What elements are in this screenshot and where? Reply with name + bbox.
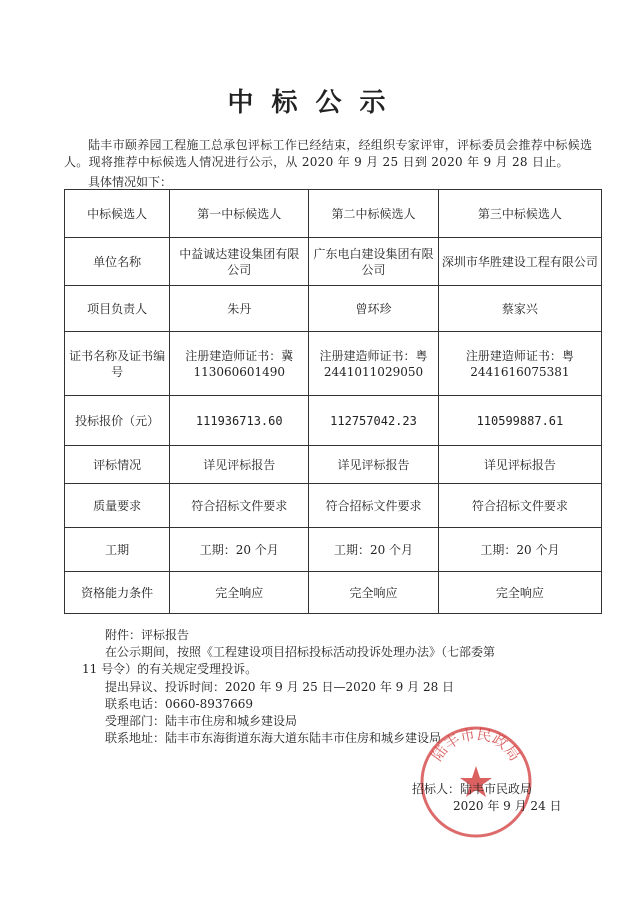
- table-cell: 符合招标文件要求: [309, 484, 439, 528]
- row-label: 资格能力条件: [65, 572, 170, 614]
- header-cell: 第三中标候选人: [438, 190, 601, 238]
- table-cell: 注册建造师证书：冀113060601490: [170, 332, 309, 396]
- row-label: 评标情况: [65, 446, 170, 484]
- header-cell: 第一中标候选人: [170, 190, 309, 238]
- row-label: 项目负责人: [65, 286, 170, 332]
- complaint-line: 在公示期间，按照《工程建设项目招标投标活动投诉处理办法》（七部委第: [105, 645, 496, 659]
- contact-phone: 联系电话：0660-8937669: [105, 697, 254, 711]
- table-header-row: [65, 190, 602, 238]
- row-label: 单位名称: [65, 238, 170, 286]
- receiving-department: 受理部门：陆丰市住房和城乡建设局: [105, 714, 298, 728]
- row-label: 证书名称及证书编号: [65, 332, 170, 396]
- table-row: [65, 572, 602, 614]
- table-cell: 中益诚达建设集团有限公司: [170, 238, 309, 286]
- table-cell: 112757042.23: [309, 396, 439, 446]
- table-cell: 注册建造师证书：粤2441616075381: [438, 332, 601, 396]
- signatory: 招标人：陆丰市民政局: [412, 782, 533, 796]
- table-row: [65, 446, 602, 484]
- header-cell: 第二中标候选人: [309, 190, 439, 238]
- table-row: [65, 238, 602, 286]
- table-row: [65, 286, 602, 332]
- table-row: [65, 332, 602, 396]
- table-cell: 110599887.61: [438, 396, 601, 446]
- contact-address: 联系地址：陆丰市东海街道东海大道东陆丰市住房和城乡建设局: [105, 731, 442, 745]
- table-row: [65, 484, 602, 528]
- table-cell: 详见评标报告: [309, 446, 439, 484]
- row-label: 工期: [65, 528, 170, 572]
- table-cell: 详见评标报告: [438, 446, 601, 484]
- table-cell: 完全响应: [438, 572, 601, 614]
- seal-text: 陆丰市民政局: [427, 725, 525, 765]
- table-cell: 注册建造师证书：粤2441011029050: [309, 332, 439, 396]
- table-cell: 曾环珍: [309, 286, 439, 332]
- table-cell: 深圳市华胜建设工程有限公司: [438, 238, 601, 286]
- table-cell: 工期：20 个月: [170, 528, 309, 572]
- bid-result-table: [64, 189, 602, 614]
- table-row: [65, 528, 602, 572]
- table-cell: 符合招标文件要求: [170, 484, 309, 528]
- table-cell: 111936713.60: [170, 396, 309, 446]
- complaint-line-2: 11 号令）的有关规定受理投诉。: [82, 662, 258, 676]
- svg-text:陆丰市民政局: [428, 725, 524, 764]
- table-cell: 广东电白建设集团有限公司: [309, 238, 439, 286]
- table-cell: 蔡家兴: [438, 286, 601, 332]
- table-cell: 朱丹: [170, 286, 309, 332]
- sign-date: 2020 年 9 月 24 日: [453, 799, 562, 813]
- row-label: 质量要求: [65, 484, 170, 528]
- table-cell: 完全响应: [170, 572, 309, 614]
- objection-time: 提出异议、投诉时间：2020 年 9 月 25 日—2020 年 9 月 28 日: [105, 680, 455, 694]
- details-label: 具体情况如下：: [88, 175, 173, 189]
- intro-paragraph: 陆丰市颐养园工程施工总承包评标工作已经结束，经组织专家评审，评标委员会推荐中标候选人。现将推荐中标候选人情况进行公示，从 2020 年 9 月 25 日到 2020 年 9 月 28 日止。: [64, 138, 593, 169]
- table-cell: 符合招标文件要求: [438, 484, 601, 528]
- attachment-line: 附件：评标报告: [105, 628, 190, 642]
- row-label: 投标报价（元）: [65, 396, 170, 446]
- header-cell: 中标候选人: [65, 190, 170, 238]
- table-cell: 详见评标报告: [170, 446, 309, 484]
- table-cell: 完全响应: [309, 572, 439, 614]
- table-row: [65, 396, 602, 446]
- table-cell: 工期：20 个月: [438, 528, 601, 572]
- table-cell: 工期：20 个月: [309, 528, 439, 572]
- page-title: 中标公示: [227, 88, 404, 118]
